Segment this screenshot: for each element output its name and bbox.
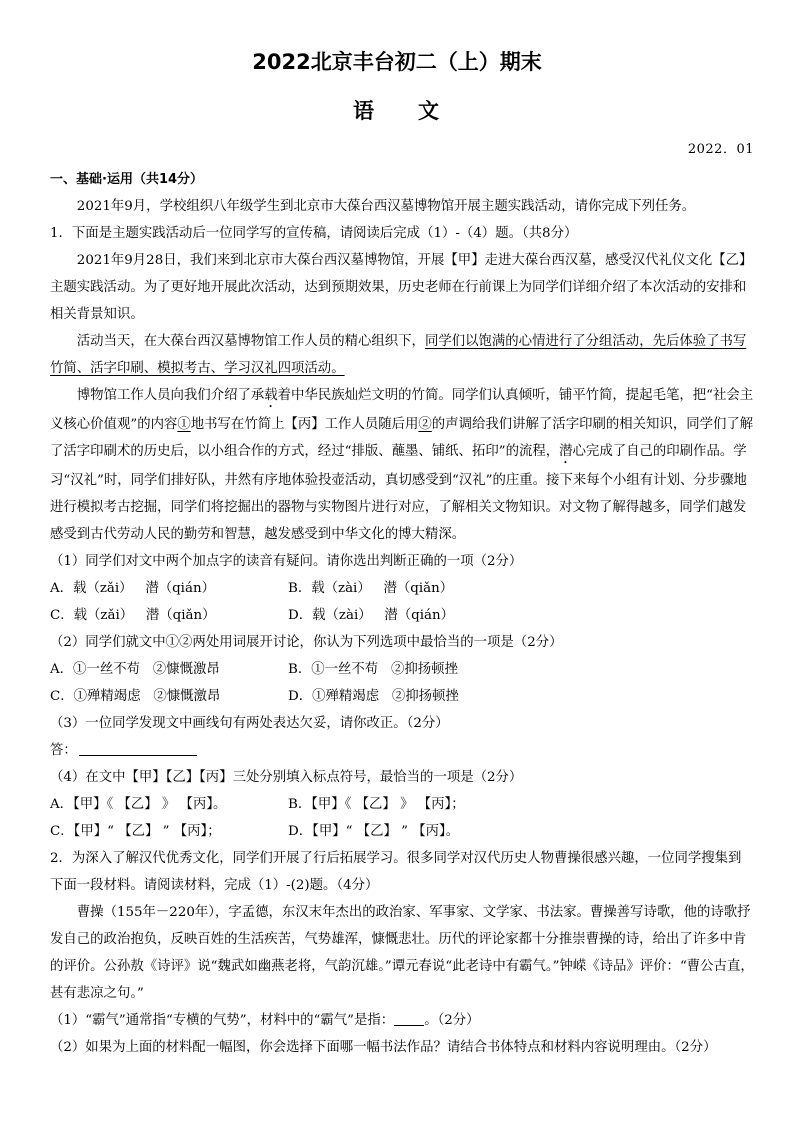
subquestion-1-stem: （1）同学们对文中两个加点字的读音有疑问。请你选出判断正确的一项（2分） — [50, 554, 523, 569]
subquestion-3-stem: （3）一位同学发现文中画线句有两处表达欠妥，请你改正。（2分） — [50, 716, 449, 731]
paragraph-3-text-e: 心完成了自己的印刷作品。学习“汉礼”时，同学们排好队，井然有序地体验投壶活动，真切感受到“汉礼”的庄重。接下来每个小组有计划、分步骤地进行模拟考古挖掘，同学们将挖掘出的器物与实物图片进行对应，了解相关文物知识。对文物了解得越多，同学们越发感受到古代劳动人民的勤劳和智慧，越发感受到中华文化的博大精深。 — [50, 444, 747, 542]
subject-char-1: 语 — [353, 99, 376, 123]
subquestion-2-stem: （2）同学们就文中①②两处用词展开讨论，你认为下列选项中最恰当的一项是（2分） — [50, 635, 563, 650]
paragraph-3-text-a: 博物馆工作人员向我们介绍了承 — [76, 388, 265, 403]
subquestion-4-stem: （4）在文中【甲】【乙】【丙】三处分别填入标点符号，最恰当的一项是（2分） — [50, 770, 523, 785]
passage-paragraph-1: 2021年9月28日，我们来到北京市大葆台西汉墓博物馆，开展【甲】走进大葆台西汉墓，感受汉代礼仪文化【乙】主题实践活动。为了更好地开展此次活动，达到预期效果，历史老师在行前课上为同学们详细介绍了本次活动的安排和相关背景知识。 — [50, 253, 753, 322]
option-b: B．①一丝不苟 ②抑扬顿挫 — [288, 662, 458, 677]
answer-blank[interactable] — [79, 741, 197, 756]
subquestion-2-options-row-2 — [50, 683, 754, 710]
fill-blank[interactable] — [394, 1013, 424, 1026]
option-a: A．载（zǎi） 潜（qián） — [50, 581, 215, 596]
question-2-sub-1-text: （1）“霸气”通常指“专横的气势”，材料中的“霸气”是指： — [50, 1013, 395, 1028]
subquestion-1-options-row-1 — [50, 575, 754, 602]
subquestion-2-options-row-1 — [50, 656, 754, 683]
blank-marker-1: ① — [177, 417, 191, 432]
section-intro: 2021年9月，学校组织八年级学生到北京市大葆台西汉墓博物馆开展主题实践活动，请你完成下列任务。 — [76, 199, 696, 214]
paragraph-3-text-d: 的声调给我们讲解了活字印刷的相关知识，同学们了解了活字印刷术的历史后，以小组合作的方式，经过“排版、蘸墨、铺纸、拓印”的流程， — [50, 417, 754, 459]
exam-content — [50, 166, 754, 1061]
question-2-sub-2: （2）如果为上面的材料配一幅图，你会选择下面哪一幅书法作品？请结合书体特点和材料内容说明理由。（2分） — [50, 1040, 717, 1055]
option-a: A．【甲】《 【乙】 》 【丙】。 — [50, 797, 227, 812]
question-1-stem: 1．下面是主题实践活动后一位同学写的宣传稿，请阅读后完成（1）-（4）题。（共8分） — [50, 226, 578, 241]
exam-date: 2022．01 — [687, 142, 754, 157]
answer-line — [50, 737, 754, 764]
paragraph-3-text-c: 地书写在竹简上【丙】工作人员随后用 — [190, 417, 419, 432]
answer-label: 答： — [50, 743, 77, 758]
question-2-stem: 2．为深入了解汉代优秀文化，同学们开展了行后拓展学习。很多同学对汉代历史人物曹操很感兴趣，一位同学搜集到下面一段材料。请阅读材料，完成（1）-(2)题。（4分） — [50, 851, 742, 893]
option-d: D．①殚精竭虑 ②抑扬顿挫 — [288, 689, 459, 704]
subject-title — [0, 97, 794, 125]
subquestion-4-options-row-1 — [50, 791, 754, 818]
paragraph-2-text: 活动当天，在大葆台西汉墓博物馆工作人员的精心组织下， — [76, 334, 425, 349]
question-2-sub-1 — [50, 1007, 754, 1034]
material-paragraph: 曹操（155年－220年），字孟德，东汉末年杰出的政治家、军事家、文学家、书法家。曹操善写诗歌，他的诗歌抒发自己的政治抱负，反映百姓的生活疾苦，气势雄浑，慷慨悲壮。历代的评论家都十分推崇曹操的诗，给出了许多中肯的评价。公孙敖《诗评》说“魏武如幽燕老将，气韵沉雄。”谭元春说“此老诗中有霸气。”钟嵘《诗品》评价：“曹公古直，甚有悲凉之句。” — [50, 905, 754, 1001]
option-c: C．载（zǎi） 潜（qiǎn） — [50, 608, 216, 623]
paragraph-3-text-b: 着中华民族灿烂文明的竹简。同学们认真倾听，铺平竹简，提起毛笔，把“社会主义核心价值观”的内容 — [50, 388, 754, 432]
passage-paragraph-3 — [50, 382, 754, 548]
option-a: A．①一丝不苟 ②慷慨激昂 — [50, 662, 220, 677]
subject-char-2: 文 — [418, 99, 441, 123]
option-d: D．【甲】“ 【乙】 ” 【丙】。 — [288, 824, 460, 839]
dotted-char-zai: 载 — [264, 388, 278, 403]
section-heading: 一、基础·运用（共14分） — [50, 172, 204, 187]
option-b: B．载（zài） 潜（qiǎn） — [288, 581, 454, 596]
option-d: D．载（zài） 潜（qián） — [288, 608, 455, 623]
option-b: B．【甲】《 【乙】 》 【丙】； — [288, 797, 465, 812]
underlined-sentence: 同学们以饱满的心情进行了分组活动，先后体验了书写竹简、活字印刷、模拟考古、学习汉礼四项活动。 — [50, 334, 747, 376]
option-c: C．【甲】“ 【乙】 ” 【丙】； — [50, 824, 221, 839]
passage-paragraph-2 — [50, 328, 754, 382]
subquestion-1-options-row-2 — [50, 602, 754, 629]
exam-title: 2022北京丰台初二（上）期末 — [252, 50, 542, 74]
subquestion-4-options-row-2 — [50, 818, 754, 845]
blank-marker-2: ② — [418, 417, 432, 432]
question-2-sub-1-score: 。（2分） — [424, 1013, 480, 1028]
dotted-char-qian: 潜 — [559, 444, 573, 459]
option-c: C．①殚精竭虑 ②慷慨激昂 — [50, 689, 221, 704]
